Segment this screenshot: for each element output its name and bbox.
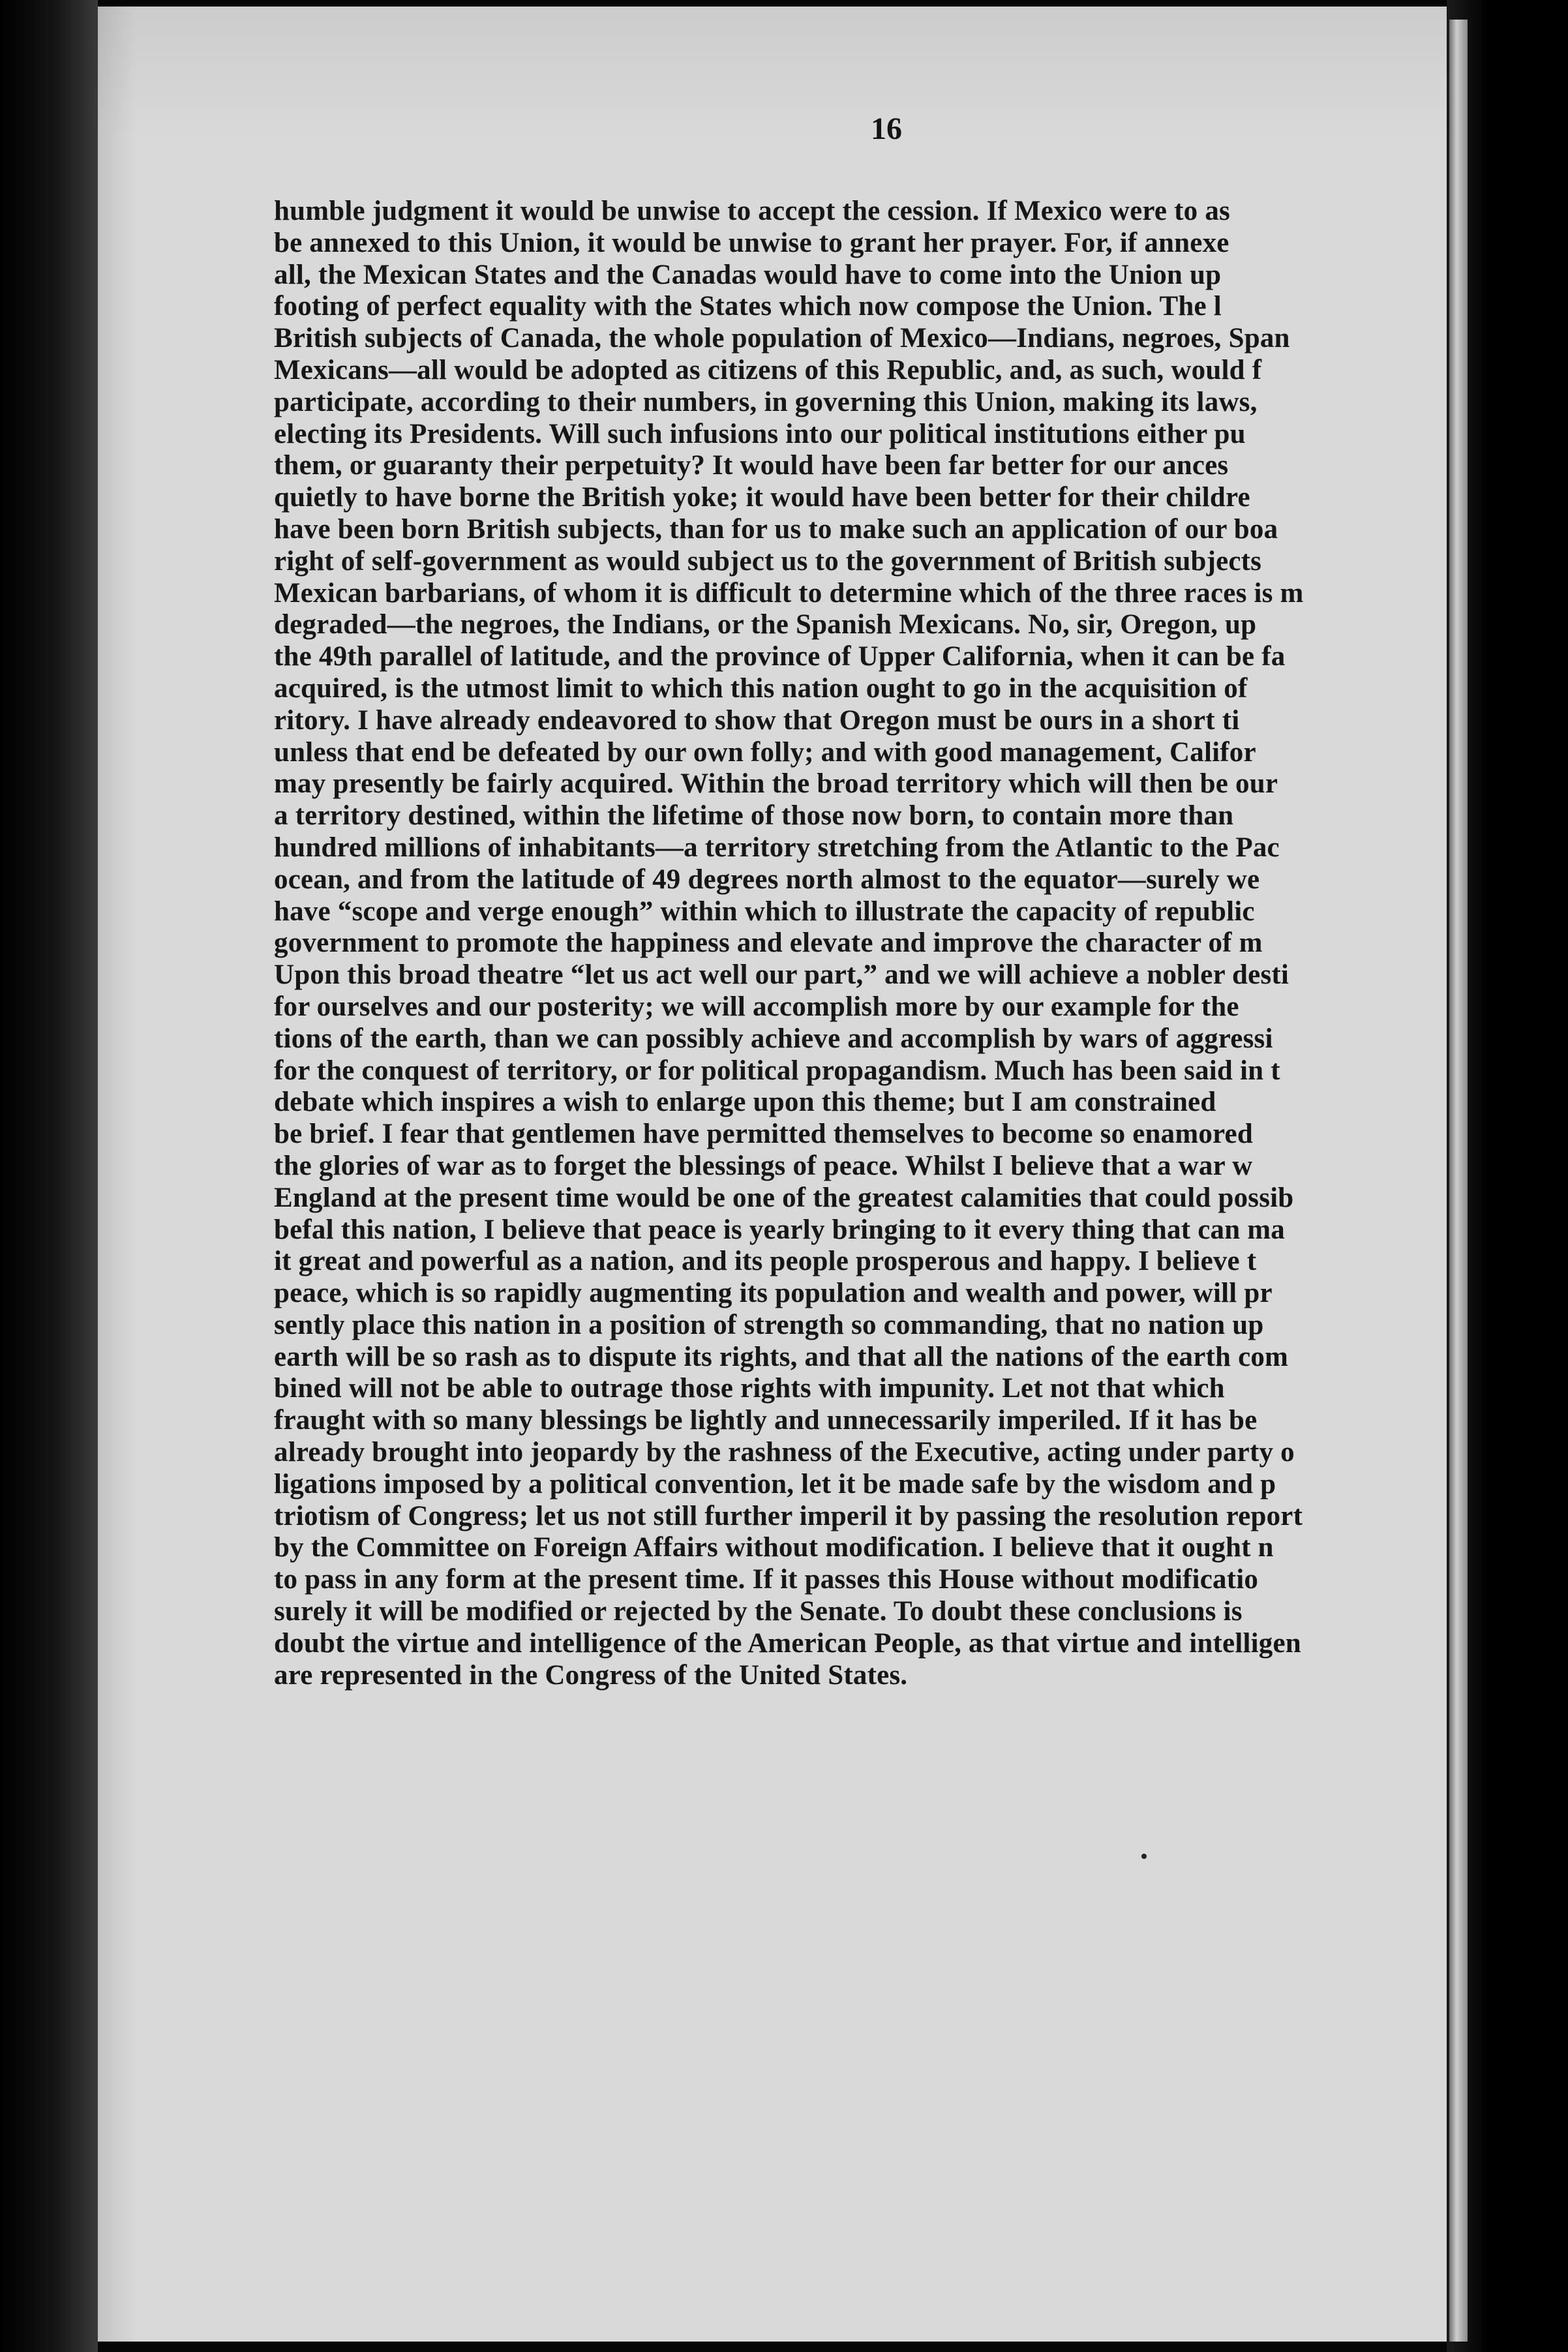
text-line: Mexicans—all would be adopted as citizens of this Republic, and, as such, would f xyxy=(274,354,1262,385)
text-line: hundred millions of inhabitants—a territory stretching from the Atlantic to the Pac xyxy=(274,832,1280,863)
text-line: British subjects of Canada, the whole population of Mexico—Indians, negroes, Span xyxy=(274,323,1290,354)
text-line: bined will not be able to outrage those rights with impunity. Let not that which xyxy=(274,1373,1225,1404)
text-line: ocean, and from the latitude of 49 degrees north almost to the equator—surely we xyxy=(274,864,1260,895)
text-line: the glories of war as to forget the blessings of peace. Whilst I believe that a war w xyxy=(274,1150,1253,1181)
page-number: 16 xyxy=(871,112,902,146)
text-line: quietly to have borne the British yoke; it would have been better for their childre xyxy=(274,482,1250,513)
text-line: humble judgment it would be unwise to accept the cession. If Mexico were to as xyxy=(274,196,1230,226)
text-line: Mexican barbarians, of whom it is difficult to determine which of the three races is m xyxy=(274,577,1304,609)
text-line: the 49th parallel of latitude, and the province of Upper California, when it can be fa xyxy=(274,641,1286,672)
ink-speck xyxy=(1141,1854,1147,1859)
text-line: earth will be so rash as to dispute its rights, and that all the nations of the earth com xyxy=(274,1341,1289,1372)
page-fold-edge xyxy=(1449,20,1468,2342)
scan-left-edge xyxy=(0,0,98,2352)
text-line: them, or guaranty their perpetuity? It would have been far better for our ances xyxy=(274,450,1229,481)
text-line: all, the Mexican States and the Canadas would have to come into the Union up xyxy=(274,259,1222,290)
text-line: peace, which is so rapidly augmenting its population and wealth and power, will pr xyxy=(274,1278,1273,1309)
text-line: fraught with so many blessings be lightly and unnecessarily imperiled. If it has be xyxy=(274,1405,1258,1436)
text-line: for the conquest of territory, or for political propagandism. Much has been said in t xyxy=(274,1055,1280,1086)
text-line: for ourselves and our posterity; we will accomplish more by our example for the xyxy=(274,991,1239,1022)
text-line: by the Committee on Foreign Affairs without modification. I believe that it ought n xyxy=(274,1532,1274,1563)
text-line: it great and powerful as a nation, and its people prosperous and happy. I believe t xyxy=(274,1246,1257,1277)
document-page xyxy=(98,7,1448,2342)
text-line: befal this nation, I believe that peace is yearly bringing to it every thing that can ma xyxy=(274,1214,1285,1245)
text-line: sently place this nation in a position of strength so commanding, that no nation up xyxy=(274,1309,1264,1340)
text-line: ritory. I have already endeavored to show that Oregon must be ours in a short ti xyxy=(274,704,1240,736)
text-line: surely it will be modified or rejected by the Senate. To doubt these conclusions is xyxy=(274,1596,1243,1627)
text-line: electing its Presidents. Will such infusions into our political institutions either pu xyxy=(274,418,1246,449)
text-line: tions of the earth, than we can possibly achieve and accomplish by wars of aggressi xyxy=(274,1023,1273,1054)
body-text xyxy=(274,196,1448,1691)
text-line: Upon this broad theatre “let us act well our part,” and we will achieve a nobler desti xyxy=(274,959,1289,991)
text-line: triotism of Congress; let us not still further imperil it by passing the resolution report xyxy=(274,1500,1303,1531)
text-line: are represented in the Congress of the United States. xyxy=(274,1659,908,1691)
text-line: England at the present time would be one of the greatest calamities that could possib xyxy=(274,1182,1294,1213)
text-line: unless that end be defeated by our own folly; and with good management, Califor xyxy=(274,736,1256,768)
text-line: ligations imposed by a political convention, let it be made safe by the wisdom and p xyxy=(274,1468,1276,1500)
text-line: be brief. I fear that gentlemen have permitted themselves to become so enamored xyxy=(274,1119,1253,1150)
text-line: be annexed to this Union, it would be unwise to grant her prayer. For, if annexe xyxy=(274,227,1229,258)
text-line: degraded—the negroes, the Indians, or the Spanish Mexicans. No, sir, Oregon, up xyxy=(274,609,1257,641)
text-line: have “scope and verge enough” within which to illustrate the capacity of republic xyxy=(274,896,1255,927)
text-line: doubt the virtue and intelligence of the American People, as that virtue and intelligen xyxy=(274,1627,1301,1659)
text-line: already brought into jeopardy by the rashness of the Executive, acting under party o xyxy=(274,1437,1295,1468)
text-line: acquired, is the utmost limit to which this nation ought to go in the acquisition of xyxy=(274,672,1248,704)
text-line: may presently be fairly acquired. Within the broad territory which will then be our xyxy=(274,768,1278,800)
text-line: debate which inspires a wish to enlarge upon this theme; but I am constrained xyxy=(274,1087,1216,1118)
text-line: government to promote the happiness and elevate and improve the character of m xyxy=(274,927,1263,959)
text-line: participate, according to their numbers, in governing this Union, making its laws, xyxy=(274,386,1258,417)
text-line: right of self-government as would subject us to the government of British subjects xyxy=(274,545,1262,577)
text-line: to pass in any form at the present time. If it passes this House without modificatio xyxy=(274,1564,1259,1595)
text-line: have been born British subjects, than for us to make such an application of our boa xyxy=(274,513,1278,545)
text-line: footing of perfect equality with the States which now compose the Union. The l xyxy=(274,291,1222,322)
text-line: a territory destined, within the lifetime of those now born, to contain more than xyxy=(274,800,1234,832)
